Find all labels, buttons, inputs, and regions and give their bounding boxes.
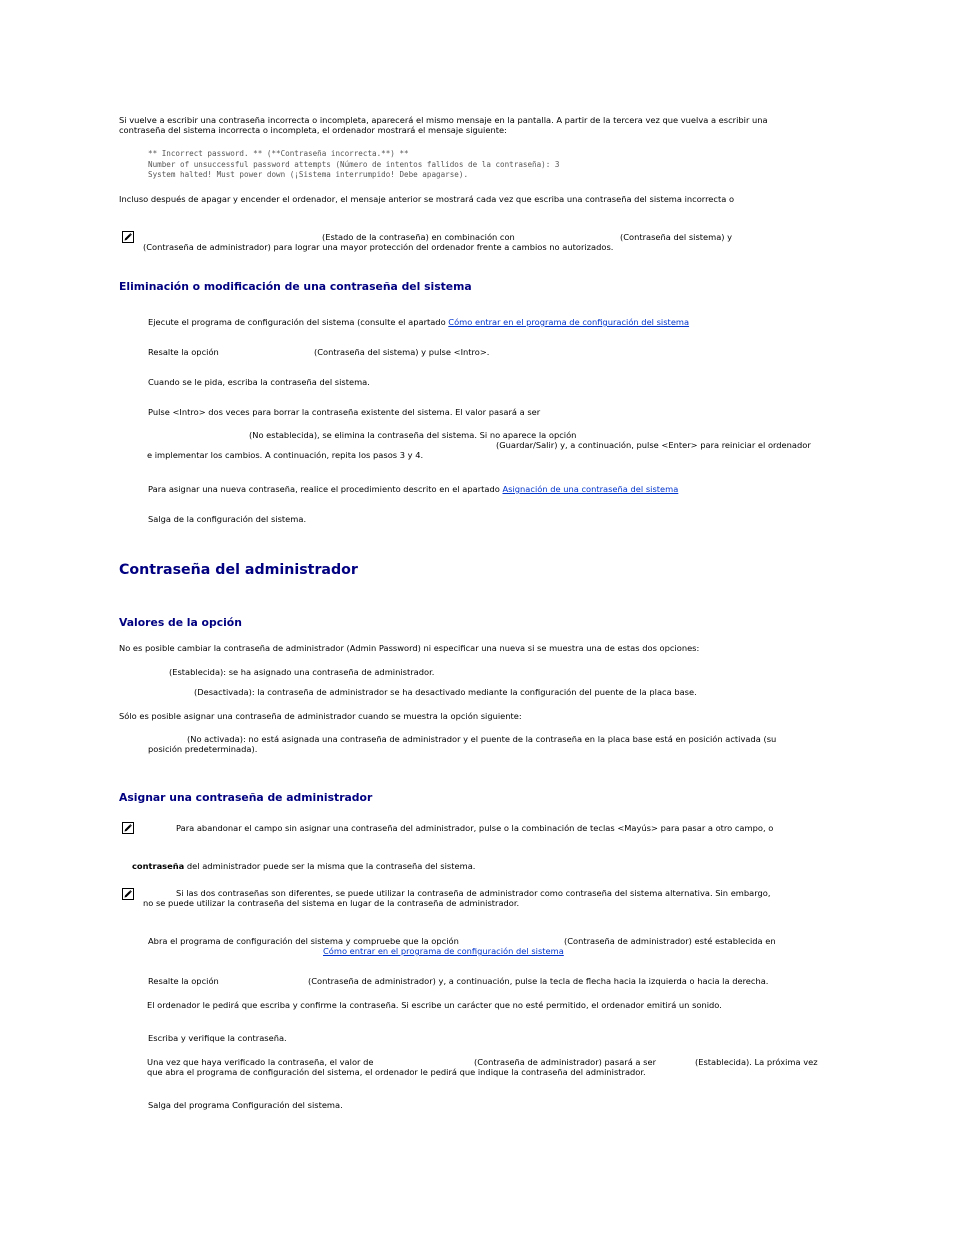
- link-enter-setup[interactable]: Cómo entrar en el programa de configuración del sistema: [448, 317, 690, 327]
- intro-line-1: Si vuelve a escribir una contraseña incorrecta o incompleta, aparecerá el mismo mensaje en la pantalla. A partir de la tercera vez que vuelva a escribir una: [119, 115, 768, 125]
- note2-text: Para abandonar el campo sin asignar una contraseña del administrador, pulse o la combinación de teclas <Mayús> para pasar a otro campo, o: [176, 823, 774, 833]
- s2-step2-sub: El ordenador le pedirá que escriba y confirme la contraseña. Si escribe un carácter que no esté permitido, el ordenador emitirá un sonido.: [147, 1000, 722, 1010]
- note1-text-c: (Contraseña de administrador) para lograr una mayor protección del ordenador frente a cambios no autorizados.: [143, 242, 614, 252]
- note3-text-a: Si las dos contraseñas son diferentes, se puede utilizar la contraseña de administrador como contraseña del sistema alternativa. Sin embargo,: [176, 888, 771, 898]
- after-code-text: Incluso después de apagar y encender el ordenador, el mensaje anterior se mostrará cada vez que escriba una contraseña del sistema incorrecta o: [119, 194, 735, 204]
- code-line-3: System halted! Must power down (¡Sistema interrumpido! Debe apagarse).: [148, 170, 469, 179]
- s2-step4-a: Una vez que haya verificado la contraseña, el valor de: [147, 1057, 374, 1067]
- intro-line-2: contraseña del sistema incorrecta o incompleta, el ordenador mostrará el mensaje siguiente:: [119, 125, 507, 135]
- option-set: (Establecida): se ha asignado una contraseña de administrador.: [169, 667, 435, 677]
- admin-same-password-text: contraseña del administrador puede ser la misma que la contraseña del sistema.: [132, 861, 476, 871]
- s1-step2-a: Resalte la opción: [148, 347, 219, 357]
- option-disabled: (Desactivada): la contraseña de administrador se ha desactivado mediante la configuración del puente de la placa base.: [194, 687, 697, 697]
- code-line-2: Number of unsuccessful password attempts (Número de intentos fallidos de la contraseña): 3: [148, 159, 560, 169]
- s1-step3: Cuando se le pida, escriba la contraseña del sistema.: [148, 377, 370, 387]
- note-pencil-icon: [122, 888, 134, 900]
- option-not-enabled-b: posición predeterminada).: [148, 744, 258, 754]
- s2-step2-a: Resalte la opción: [148, 976, 219, 986]
- s1-step4-sub1: (No establecida), se elimina la contraseña del sistema. Si no aparece la opción: [249, 430, 577, 440]
- s1-step1: Ejecute el programa de configuración del sistema (consulte el apartado Cómo entrar en el programa de configuración del sistema: [148, 317, 690, 327]
- option-values-p2: Sólo es posible asignar una contraseña de administrador cuando se muestra la opción siguiente:: [119, 711, 522, 721]
- s1-step4-sub3: e implementar los cambios. A continuación, repita los pasos 3 y 4.: [147, 450, 424, 460]
- s2-step4-c: (Establecida). La próxima vez: [695, 1057, 818, 1067]
- s1-step4: Pulse <Intro> dos veces para borrar la contraseña existente del sistema. El valor pasará a ser: [148, 407, 541, 417]
- s2-step2-b: (Contraseña de administrador) y, a continuación, pulse la tecla de flecha hacia la izquierda o hacia la derecha.: [308, 976, 769, 986]
- s1-step6: Salga de la configuración del sistema.: [148, 514, 307, 524]
- s1-step5: Para asignar una nueva contraseña, realice el procedimiento descrito en el apartado Asignación de una contraseña del sistema: [148, 484, 679, 494]
- option-values-p1: No es posible cambiar la contraseña de administrador (Admin Password) ni especificar una nueva si se muestra una de estas dos opciones:: [119, 643, 700, 653]
- s2-step4-b: (Contraseña de administrador) pasará a ser: [474, 1057, 656, 1067]
- assign-admin-heading: Asignar una contraseña de administrador: [119, 791, 373, 804]
- note-pencil-icon: [122, 822, 134, 834]
- section2-heading: Contraseña del administrador: [119, 562, 358, 578]
- link-assign-system-password[interactable]: Asignación de una contraseña del sistema: [502, 484, 679, 494]
- note1-text-a: (Estado de la contraseña) en combinación con: [322, 232, 515, 242]
- option-values-heading: Valores de la opción: [119, 616, 242, 629]
- note-pencil-icon: [122, 231, 134, 243]
- section1-heading: Eliminación o modificación de una contraseña del sistema: [119, 280, 472, 293]
- s2-step1-b: (Contraseña de administrador) esté establecida en: [564, 936, 776, 946]
- option-not-enabled-a: (No activada): no está asignada una contraseña de administrador y el puente de la contraseña en la placa base está en posición activada (su: [187, 734, 777, 744]
- s1-step2-b: (Contraseña del sistema) y pulse <Intro>.: [314, 347, 490, 357]
- s2-step5: Salga del programa Configuración del sistema.: [148, 1100, 343, 1110]
- note3-text-b: no se puede utilizar la contraseña del sistema en lugar de la contraseña de administrador.: [143, 898, 520, 908]
- code-line-1: ** Incorrect password. ** (**Contraseña incorrecta.**) **: [148, 149, 409, 158]
- s2-step4-d: que abra el programa de configuración del sistema, el ordenador le pedirá que indique la contraseña del administrador.: [147, 1067, 646, 1077]
- s1-step4-sub2: (Guardar/Salir) y, a continuación, pulse <Enter> para reiniciar el ordenador: [496, 440, 811, 450]
- note1-text-b: (Contraseña del sistema) y: [620, 232, 733, 242]
- link-enter-setup-2[interactable]: Cómo entrar en el programa de configuración del sistema: [323, 946, 564, 956]
- s2-step1-link-wrap: [323, 946, 564, 956]
- s2-step1-a: Abra el programa de configuración del sistema y compruebe que la opción: [148, 936, 459, 946]
- s2-step3: Escriba y verifique la contraseña.: [148, 1033, 287, 1043]
